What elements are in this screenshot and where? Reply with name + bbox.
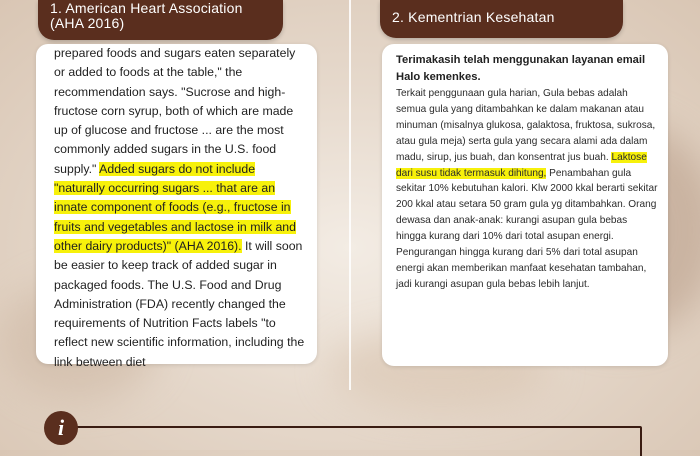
left-highlighted-text: Added sugars do not include "naturally occurring sugars ... that are an innate component of foods (e.g., fructose in fruits and vegetables and lactose in milk and other dairy products)" (AHA 2016). xyxy=(54,161,296,253)
right-body-text xyxy=(396,86,660,293)
column-divider xyxy=(349,0,351,390)
right-body-part-2: Penambahan gula sekitar 10% kebutuhan kalori. Klw 2000 kkal berarti sekitar 200 kkal atau setara 50 gram gula yg ditambahkan. Orang dewasa dan anak-anak: kurangi asupan gula bebas hingga kurang dari 10% dari total asupan energi. Pengurangan hingga kurang dari 5% dari total asupan energi akan memberikan manfaat kesehatan tambahan, jadi kurangi asupan gula bebas lebih lanjut. xyxy=(396,167,658,290)
left-body-part-2: It will soon be easier to keep track of added sugar in packaged foods. The U.S. Food and Drug Administration (FDA) recently changed the requirements of Nutrition Facts labels "to reflect new scientific information, including the link between diet xyxy=(54,238,305,369)
right-card-title: Terimakasih telah menggunakan layanan email Halo kemenkes. xyxy=(396,54,646,83)
right-body-part-1: Terkait penggunaan gula harian, Gula bebas adalah semua gula yang ditambahkan ke dalam makanan atau minuman (misalnya glukosa, galaktosa, fruktosa, sukrosa, atau gula meja) serta gula yang secara alami ada dalam madu, sirup, jus buah, dan konsentrat jus buah. xyxy=(396,88,656,163)
left-heading: 1. American Heart Association (AHA 2016) xyxy=(50,0,243,31)
left-body-part-1: prepared foods and sugars eaten separately or added to foods at the table," the recommendation says. "Sucrose and high-fructose corn syrup, both of which are made up of glucose and fructose ... are the most commonly added sugars in the U.S. food supply." xyxy=(54,46,296,176)
right-text-card xyxy=(382,44,668,366)
right-heading: 2. Kementrian Kesehatan xyxy=(392,9,555,25)
info-box-border xyxy=(72,426,640,428)
right-heading-banner xyxy=(380,0,623,38)
right-highlighted-text: Laktose dari susu tidak termasuk dihitung, xyxy=(396,151,647,179)
left-body-text xyxy=(54,44,306,372)
info-icon-symbol: i xyxy=(57,415,65,440)
left-heading-banner xyxy=(38,0,283,40)
info-box-border-corner xyxy=(640,426,642,456)
left-text-card xyxy=(36,44,317,369)
info-icon xyxy=(44,411,78,445)
